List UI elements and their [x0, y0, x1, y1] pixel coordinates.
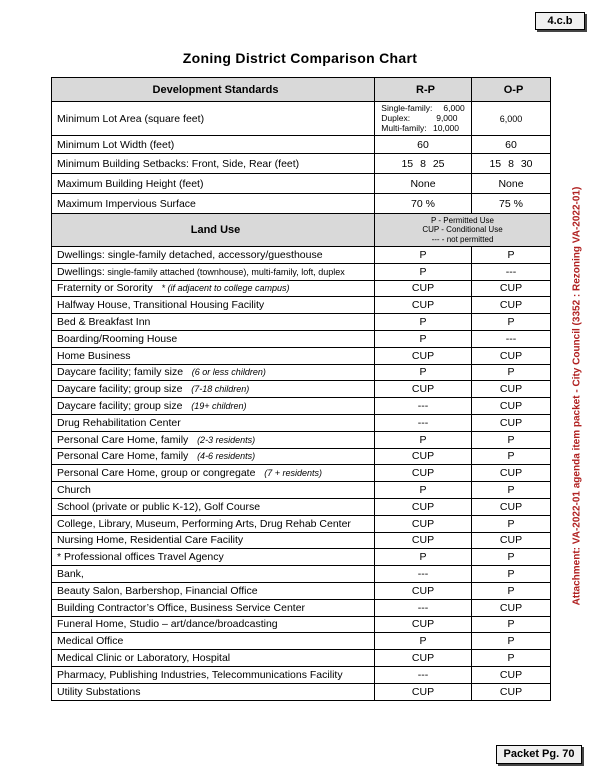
rp-permission: ---	[375, 398, 472, 415]
land-use-label: Boarding/Rooming House	[57, 332, 178, 345]
rp-permission: P	[375, 549, 472, 566]
zoning-comparison-table	[51, 77, 551, 701]
land-use-label: Dwellings:	[57, 265, 105, 278]
op-permission: P	[472, 314, 551, 331]
standard-op: 75 %	[472, 194, 551, 214]
land-use-label-cell	[52, 297, 375, 314]
land-use-header: Land Use	[52, 214, 375, 247]
rp-permission: CUP	[375, 498, 472, 515]
land-use-label: Bed & Breakfast Inn	[57, 316, 151, 329]
land-use-row	[52, 314, 551, 331]
land-use-note: (6 or less children)	[191, 367, 266, 378]
op-permission: CUP	[472, 381, 551, 398]
rp-permission: P	[375, 633, 472, 650]
land-use-row	[52, 482, 551, 499]
land-use-label: Home Business	[57, 349, 131, 362]
lot-value: 6,000	[443, 103, 465, 113]
land-use-label-cell	[52, 263, 375, 280]
lot-area-rp-line	[381, 123, 464, 133]
packet-page-tag: Packet Pg. 70	[496, 745, 582, 764]
standard-row	[52, 136, 551, 154]
land-use-label-cell	[52, 330, 375, 347]
land-use-label-cell	[52, 280, 375, 297]
land-use-label: Bank,	[57, 568, 84, 581]
land-use-row	[52, 247, 551, 264]
land-use-label-cell	[52, 633, 375, 650]
attachment-sidebar-text: Attachment: VA-2022-01 agenda item packet - City Council (3352 : Rezoning VA-2022-01)	[571, 186, 583, 606]
op-permission: ---	[472, 330, 551, 347]
land-use-label: Personal Care Home, group or congregate	[57, 467, 256, 480]
land-use-row	[52, 330, 551, 347]
land-use-label: Drug Rehabilitation Center	[57, 416, 181, 429]
land-use-label: Pharmacy, Publishing Industries, Telecommunications Facility	[57, 668, 343, 681]
land-use-label: School (private or public K-12), Golf Course	[57, 500, 261, 513]
op-permission: P	[472, 633, 551, 650]
op-permission: CUP	[472, 414, 551, 431]
land-use-label-cell	[52, 465, 375, 482]
land-use-note: (7-18 children)	[191, 384, 250, 395]
lot-value: 9,000	[436, 113, 458, 123]
lot-type: Multi-family:	[381, 123, 427, 133]
land-use-row	[52, 364, 551, 381]
legend-conditional: CUP - Conditional Use	[422, 225, 503, 235]
op-permission: P	[472, 482, 551, 499]
op-permission: CUP	[472, 297, 551, 314]
rp-permission: P	[375, 314, 472, 331]
standard-op: 60	[472, 136, 551, 154]
lot-value: 10,000	[433, 123, 460, 133]
lot-area-rp-line	[381, 113, 464, 123]
standard-row	[52, 194, 551, 214]
standards-header-row	[52, 78, 551, 102]
rp-permission: ---	[375, 414, 472, 431]
land-use-label-cell	[52, 599, 375, 616]
land-use-label: Daycare facility; group size	[57, 383, 183, 396]
rp-permission: P	[375, 330, 472, 347]
land-use-row	[52, 347, 551, 364]
land-use-row	[52, 398, 551, 415]
land-use-row	[52, 381, 551, 398]
land-use-note: * (if adjacent to college campus)	[161, 283, 290, 294]
land-use-label: Building Contractor’s Office, Business Service Center	[57, 601, 306, 614]
rp-permission: CUP	[375, 381, 472, 398]
land-use-header-row	[52, 214, 551, 247]
land-use-label-cell	[52, 582, 375, 599]
land-use-note: (2-3 residents)	[197, 434, 256, 445]
op-permission: P	[472, 448, 551, 465]
lot-area-rp-line	[381, 103, 464, 113]
standard-label: Maximum Building Height (feet)	[52, 174, 375, 194]
land-use-row	[52, 448, 551, 465]
lot-type: Duplex:	[381, 113, 411, 123]
rp-permission: CUP	[375, 347, 472, 364]
land-use-row	[52, 431, 551, 448]
land-use-label-cell	[52, 549, 375, 566]
rp-permission: CUP	[375, 616, 472, 633]
op-permission: CUP	[472, 666, 551, 683]
op-permission: P	[472, 566, 551, 583]
land-use-row	[52, 498, 551, 515]
op-permission: CUP	[472, 280, 551, 297]
land-use-row	[52, 280, 551, 297]
land-use-label: Nursing Home, Residential Care Facility	[57, 534, 244, 547]
land-use-label-cell	[52, 347, 375, 364]
standard-rp: 15 8 25	[375, 154, 472, 174]
op-permission: P	[472, 515, 551, 532]
standard-label: Maximum Impervious Surface	[52, 194, 375, 214]
rp-permission: ---	[375, 599, 472, 616]
land-use-label: Church	[57, 484, 91, 497]
land-use-label: Utility Substations	[57, 685, 141, 698]
land-use-label-cell	[52, 414, 375, 431]
standard-row	[52, 174, 551, 194]
item-number-tag: 4.c.b	[535, 12, 585, 30]
page-title: Zoning District Comparison Chart	[182, 50, 418, 66]
land-use-label-cell	[52, 431, 375, 448]
legend-not-permitted: --- - not permitted	[431, 234, 494, 244]
land-use-label: * Professional offices Travel Agency	[57, 551, 224, 564]
land-use-label-cell	[52, 482, 375, 499]
attachment-sidebar	[551, 186, 600, 606]
land-use-row	[52, 616, 551, 633]
rp-permission: P	[375, 482, 472, 499]
land-use-label: Beauty Salon, Barbershop, Financial Office	[57, 584, 258, 597]
rp-permission: CUP	[375, 650, 472, 667]
land-use-row	[52, 263, 551, 280]
rp-column-header: R-P	[375, 78, 472, 102]
land-use-label: Daycare facility; group size	[57, 400, 183, 413]
rp-permission: P	[375, 247, 472, 264]
land-use-note: (19+ children)	[191, 401, 247, 412]
op-permission: CUP	[472, 465, 551, 482]
rp-permission: P	[375, 263, 472, 280]
op-permission: P	[472, 582, 551, 599]
land-use-label-detail: single-family attached (townhouse), multi-family, loft, duplex	[104, 266, 345, 277]
standard-rp: 70 %	[375, 194, 472, 214]
land-use-row	[52, 515, 551, 532]
land-use-row	[52, 549, 551, 566]
lot-area-op: 6,000	[472, 102, 551, 136]
land-use-label-cell	[52, 566, 375, 583]
op-permission: P	[472, 616, 551, 633]
op-permission: CUP	[472, 398, 551, 415]
land-use-row	[52, 465, 551, 482]
legend-permitted: P - Permitted Use	[431, 215, 494, 225]
op-permission: ---	[472, 263, 551, 280]
op-permission: CUP	[472, 347, 551, 364]
lot-area-row	[52, 102, 551, 136]
rp-permission: CUP	[375, 448, 472, 465]
rp-permission: ---	[375, 566, 472, 583]
land-use-label: Medical Office	[57, 635, 124, 648]
land-use-note: (7 + residents)	[264, 468, 322, 479]
op-permission: CUP	[472, 532, 551, 549]
op-permission: CUP	[472, 498, 551, 515]
land-use-label-cell	[52, 247, 375, 264]
op-permission: CUP	[472, 683, 551, 700]
standard-rp: 60	[375, 136, 472, 154]
land-use-label-cell	[52, 650, 375, 667]
land-use-label: Medical Clinic or Laboratory, Hospital	[57, 652, 231, 665]
lot-area-label: Minimum Lot Area (square feet)	[52, 102, 375, 136]
standard-label: Minimum Building Setbacks: Front, Side, Rear (feet)	[52, 154, 375, 174]
permission-legend	[375, 216, 550, 245]
land-use-label: Dwellings: single-family detached, accessory/guesthouse	[57, 248, 323, 261]
land-use-row	[52, 599, 551, 616]
standards-header: Development Standards	[52, 78, 375, 102]
land-use-row	[52, 297, 551, 314]
standard-op: None	[472, 174, 551, 194]
land-use-row	[52, 666, 551, 683]
land-use-label-cell	[52, 515, 375, 532]
land-use-label-cell	[52, 683, 375, 700]
standard-label: Minimum Lot Width (feet)	[52, 136, 375, 154]
rp-permission: P	[375, 364, 472, 381]
land-use-row	[52, 532, 551, 549]
rp-permission: CUP	[375, 280, 472, 297]
land-use-label-cell	[52, 364, 375, 381]
standard-row	[52, 154, 551, 174]
land-use-label-cell	[52, 381, 375, 398]
rp-permission: P	[375, 431, 472, 448]
op-permission: P	[472, 247, 551, 264]
op-permission: P	[472, 650, 551, 667]
rp-permission: ---	[375, 666, 472, 683]
rp-permission: CUP	[375, 297, 472, 314]
op-permission: P	[472, 431, 551, 448]
land-use-label-cell	[52, 314, 375, 331]
land-use-label-cell	[52, 448, 375, 465]
land-use-label: Funeral Home, Studio – art/dance/broadcasting	[57, 618, 278, 631]
land-use-label-cell	[52, 532, 375, 549]
land-use-label: Personal Care Home, family	[57, 450, 189, 463]
land-use-label: College, Library, Museum, Performing Arts, Drug Rehab Center	[57, 517, 351, 530]
lot-type: Single-family:	[381, 103, 433, 113]
rp-permission: CUP	[375, 582, 472, 599]
op-column-header: O-P	[472, 78, 551, 102]
lot-area-rp	[375, 102, 472, 136]
land-use-label: Daycare facility; family size	[57, 366, 184, 379]
lot-area-rp-stack	[381, 103, 464, 133]
op-permission: CUP	[472, 599, 551, 616]
land-use-row	[52, 650, 551, 667]
land-use-label-cell	[52, 398, 375, 415]
land-use-label: Personal Care Home, family	[57, 433, 189, 446]
standard-op: 15 8 30	[472, 154, 551, 174]
land-use-row	[52, 582, 551, 599]
land-use-note: (4-6 residents)	[197, 451, 256, 462]
legend-cell	[375, 214, 551, 247]
land-use-row	[52, 633, 551, 650]
land-use-row	[52, 683, 551, 700]
rp-permission: CUP	[375, 683, 472, 700]
op-permission: P	[472, 364, 551, 381]
land-use-row	[52, 414, 551, 431]
op-permission: P	[472, 549, 551, 566]
land-use-label: Fraternity or Sorority	[57, 282, 153, 295]
rp-permission: CUP	[375, 465, 472, 482]
land-use-label: Halfway House, Transitional Housing Facility	[57, 299, 265, 312]
land-use-label-cell	[52, 616, 375, 633]
standard-rp: None	[375, 174, 472, 194]
land-use-row	[52, 566, 551, 583]
rp-permission: CUP	[375, 532, 472, 549]
land-use-label-cell	[52, 666, 375, 683]
land-use-label-cell	[52, 498, 375, 515]
rp-permission: CUP	[375, 515, 472, 532]
